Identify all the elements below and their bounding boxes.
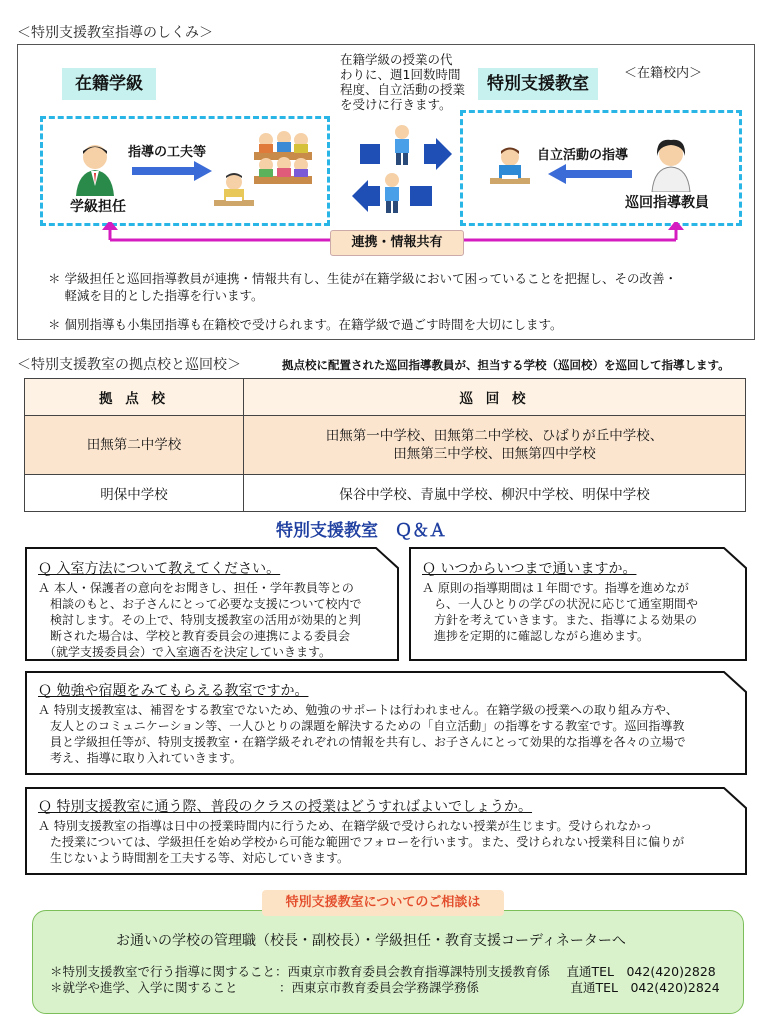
homeroom-teacher-label: 学級担任 [70, 199, 126, 215]
header-circuit-school: 巡 回 校 [244, 379, 746, 416]
base-school-cell: 明保中学校 [25, 475, 244, 512]
qa-question: Ｑ いつからいつまで通いますか。 [422, 561, 637, 577]
guidance-arrow-icon [132, 161, 212, 181]
circuit-schools-cell: 田無第一中学校、田無第二中学校、ひばりが丘中学校、 田無第三中学校、田無第四中学校 [244, 416, 746, 475]
school-in-label: ＜在籍校内＞ [624, 66, 703, 81]
header-base-school: 拠 点 校 [25, 379, 244, 416]
qa-title: 特別支援教室 Ｑ＆Ａ [276, 521, 446, 541]
qa-question: Ｑ 勉強や宿題をみてもらえる教室ですか。 [38, 683, 309, 699]
class-label: 在籍学級 [62, 68, 156, 100]
contact-line-guidance: ＊特別支援教室で行う指導に関すること：西東京市教育委員会教育指導課特別支援教育係 直通TEL 042(420)2828 [50, 964, 716, 979]
classroom-students-illustration [252, 130, 314, 188]
homeroom-teacher-illustration [72, 142, 118, 196]
table-row [25, 475, 746, 512]
qa-card-1 [24, 546, 400, 662]
schools-table [24, 378, 746, 512]
section1-heading: ＜特別支援教室指導のしくみ＞ [17, 25, 213, 41]
student-desk-illustration [212, 172, 256, 212]
table-row [25, 416, 746, 475]
section2-heading: ＜特別支援教室の拠点校と巡回校＞ [17, 357, 241, 373]
self-reliance-arrow-icon [548, 164, 632, 184]
guidance-label: 指導の工夫等 [128, 145, 207, 160]
contact-line-enrollment: ＊就学や進学、入学に関すること ：西東京市教育委員会学務課学務係 直通TEL 042(420)2824 [50, 980, 720, 995]
qa-answer: Ａ 特別支援教室は、補習をする教室でないため、勉強のサポートは行われません。在籍学級の授業への取り組み方や、 友人とのコミュニケーション等、一人ひとりの課題を解決するための「自立活動」の指導をする教室です。巡回指導教 員と学級担任等が、特別支援教室・在籍学級それぞれの情報を共有し、お子さんにとって効果的な指導を各々の立場で 考え、指導に取り入れていきます。 [38, 703, 686, 765]
circuit-schools-cell: 保谷中学校、青嵐中学校、柳沢中学校、明保中学校 [244, 475, 746, 512]
qa-question: Ｑ 入室方法について教えてください。 [38, 561, 281, 577]
qa-question: Ｑ 特別支援教室に通う際、普段のクラスの授業はどうすればよいでしょうか。 [38, 799, 533, 815]
middle-note: 在籍学級の授業の代 わりに、週1回数時間 程度、自立活動の授業 を受けに行きます。 [340, 52, 466, 112]
itinerant-teacher-illustration [648, 138, 694, 192]
qa-answer: Ａ 原則の指導期間は１年間です。指導を進めなが ら、一人ひとりの学びの状況に応じて通室期間や 方針を考えていきます。また、指導による効果の 進捗を定期的に確認しながら進めます。 [422, 581, 699, 643]
self-reliance-label: 自立活動の指導 [537, 148, 629, 163]
cooperation-label: 連携・情報共有 [330, 230, 464, 256]
qa-answer: Ａ 本人・保護者の意向をお聞きし、担任・学年教員等との 相談のもと、お子さんにとって必要な支援について校内で 検討します。その上で、特別支援教室の活用が効果的と判 断された場合は、学校と教育委員会の連携による委員会 （就学支援委員会）で入室適否を決定していきます。 [38, 581, 362, 659]
table-header-row [25, 379, 746, 416]
base-school-cell: 田無第二中学校 [25, 416, 244, 475]
qa-card-3 [24, 670, 748, 776]
system-note-2: ＊ 個別指導も小集団指導も在籍校で受けられます。在籍学級で過ごす時間を大切にします。 [48, 317, 563, 332]
qa-card-4 [24, 786, 748, 876]
support-student-illustration [488, 144, 532, 194]
system-note-1: ＊ 学級担任と巡回指導教員が連携・情報共有し、生徒が在籍学級において困っていることを把握し、その改善・ 軽減を目的とした指導を行います。 [48, 271, 677, 303]
qa-card-2 [408, 546, 748, 662]
consultation-tag: 特別支援教室についてのご相談は [262, 890, 504, 916]
section2-subheading: 拠点校に配置された巡回指導教員が、担当する学校（巡回校）を巡回して指導します。 [282, 358, 730, 372]
consultation-main: お通いの学校の管理職（校長・副校長）・学級担任・教育支援コーディネーターへ [116, 933, 626, 949]
itinerant-teacher-label: 巡回指導教員 [625, 195, 709, 211]
support-room-label: 特別支援教室 [478, 68, 598, 100]
qa-answer: Ａ 特別支援教室の指導は日中の授業時間内に行うため、在籍学級で受けられない授業が生じます。受けられなかっ た授業については、学級担任を始め学校から可能な範囲でフォローを行います。また、受けられない授業科目に偏りが 生じないよう時間割を工夫する等、対応していきます。 [38, 819, 685, 865]
commute-arrows-illustration [352, 122, 452, 222]
